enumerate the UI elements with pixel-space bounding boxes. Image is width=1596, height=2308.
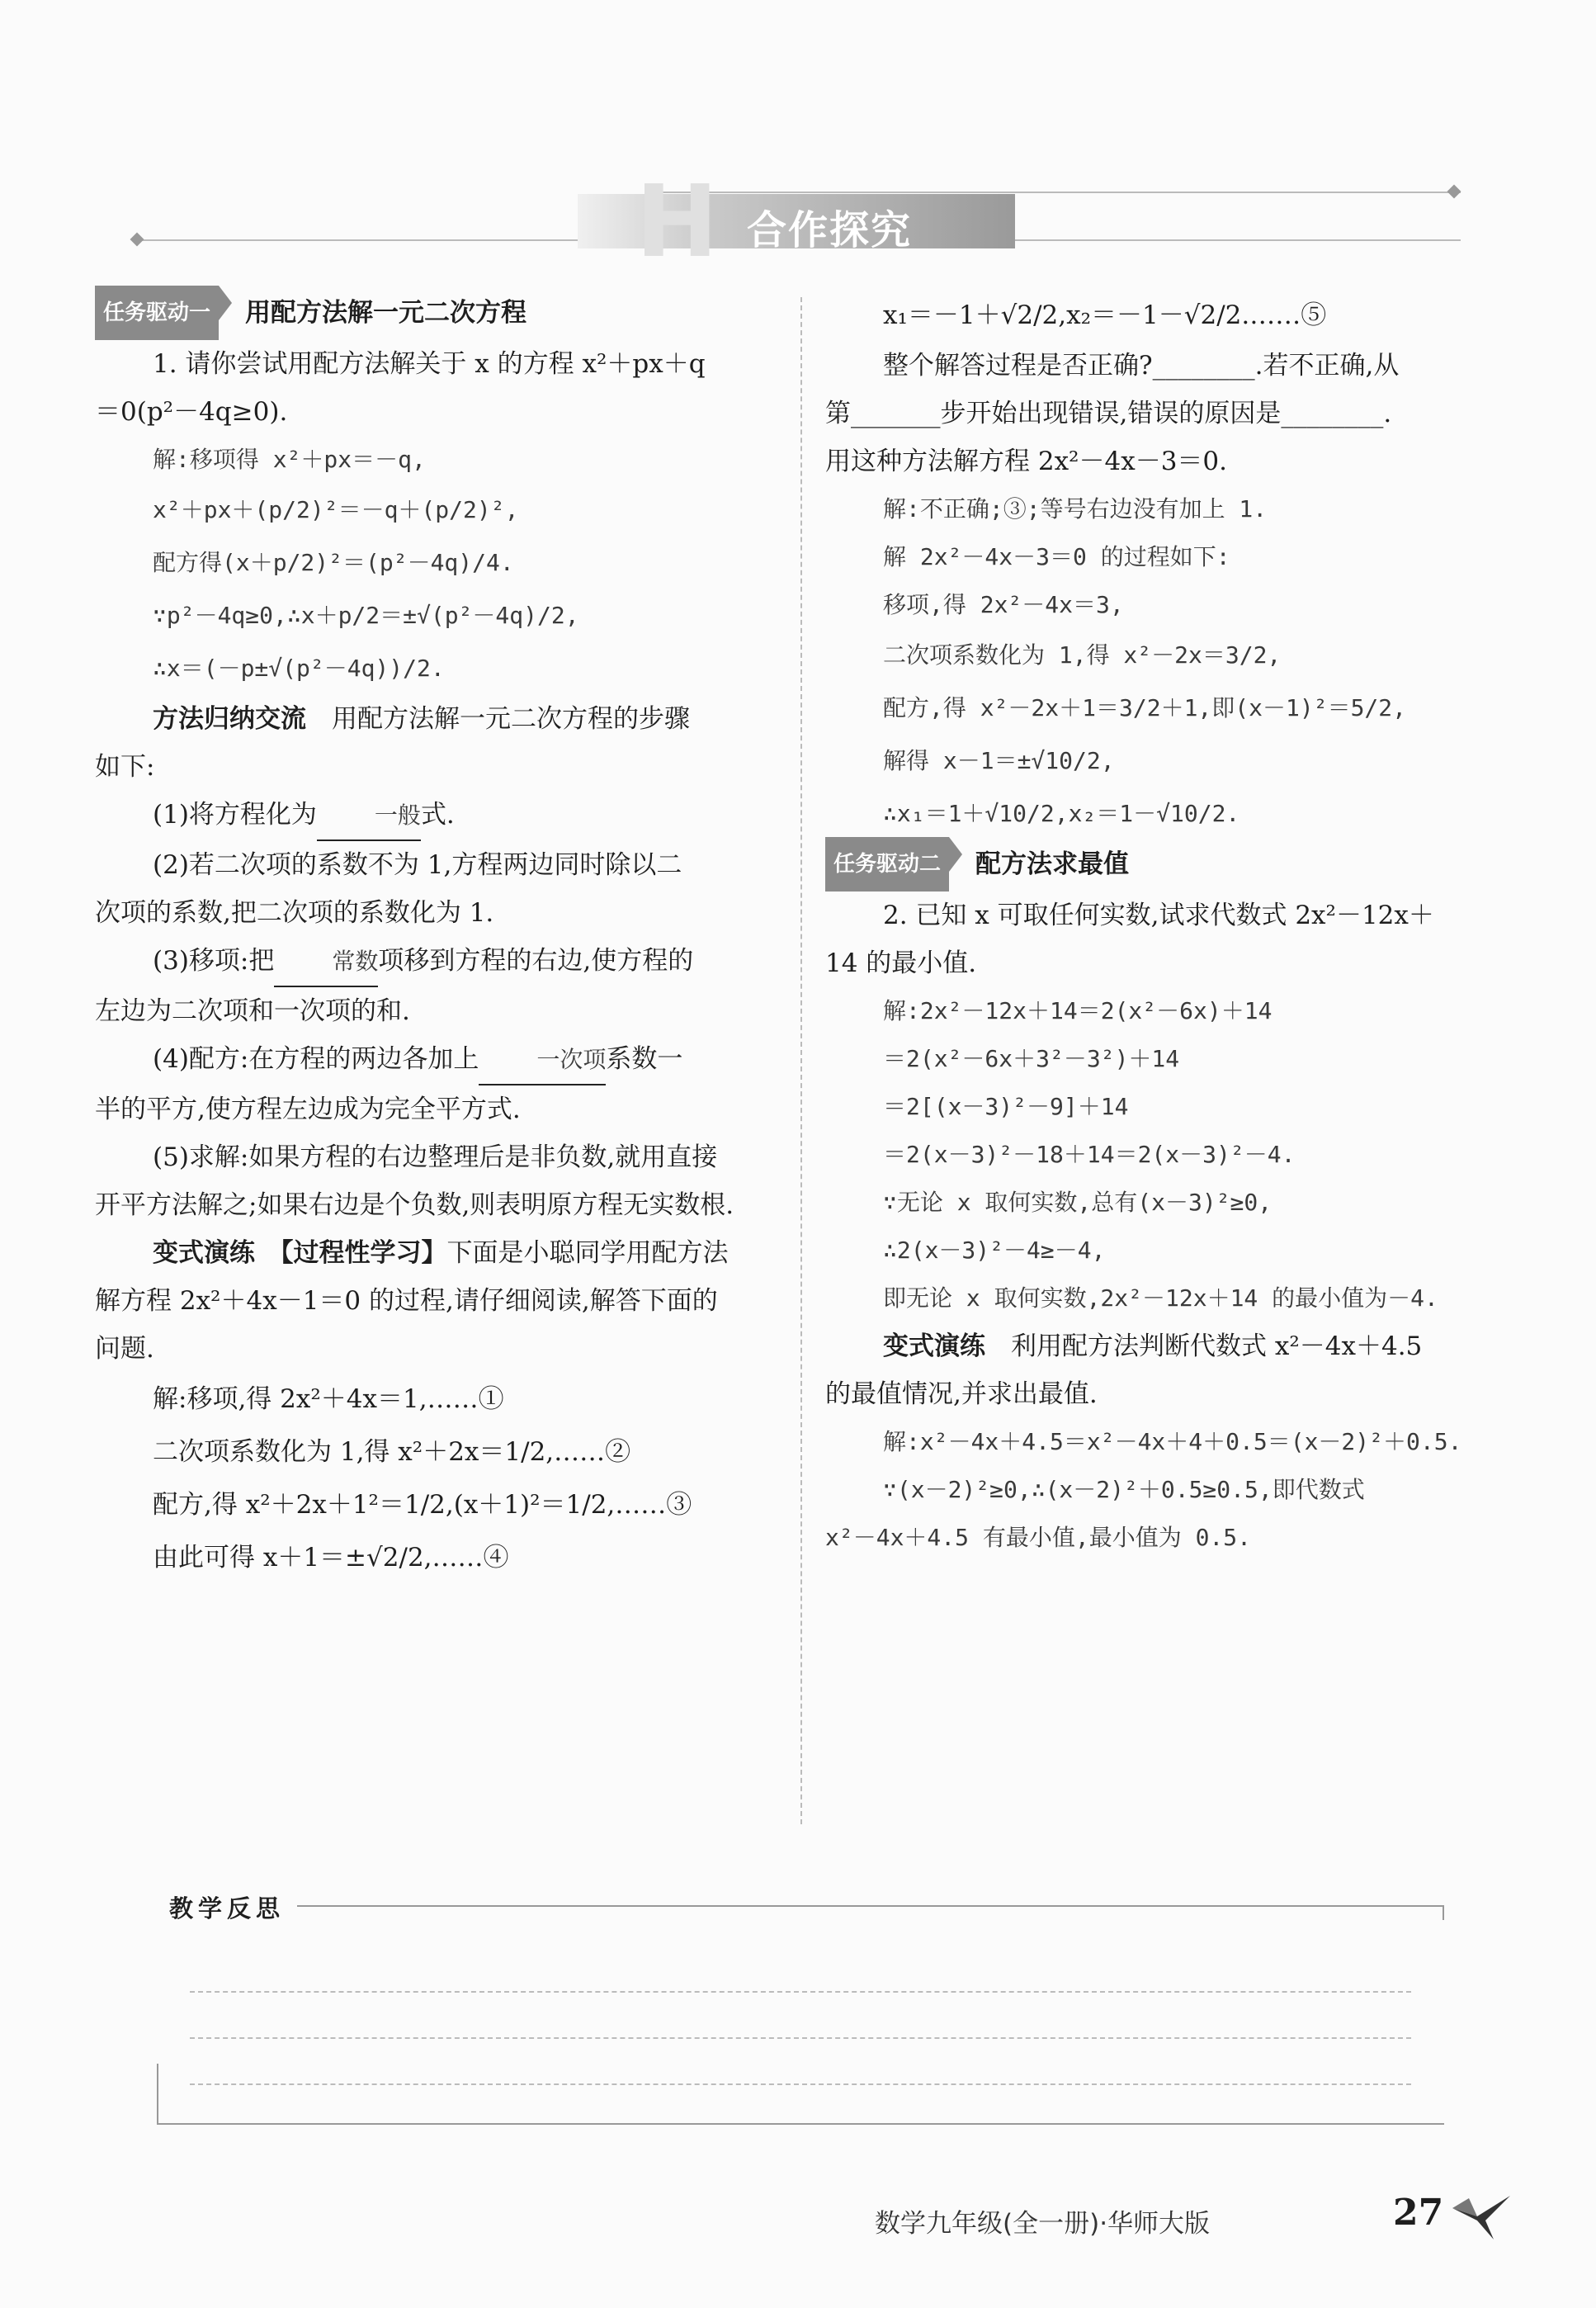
variant1-tag: 【过程性学习】: [281, 1238, 447, 1268]
variant2-text: 利用配方法判断代数式 x²－4x＋4.5: [1011, 1331, 1423, 1361]
solution2-line5: ∵无论 x 取何实数,总有(x－3)²≥0,: [883, 1189, 1273, 1216]
task2-heading: [825, 844, 1510, 885]
reflection-writing-line: [190, 1991, 1411, 1993]
step3: [95, 937, 780, 987]
xiaocong-step4: 由此可得 x＋1＝±√2/2,……④: [153, 1543, 509, 1573]
variant1-text: 下面是小聪同学用配方法: [446, 1238, 729, 1268]
paper-crane-icon: [1452, 2192, 1510, 2241]
method-summary: [95, 695, 780, 743]
xiaocong-step3: 配方,得 x²＋2x＋1²＝1/2,(x＋1)²＝1/2,……③: [153, 1490, 692, 1520]
step4: [95, 1035, 780, 1085]
step4-line2: 半的平方,使方程左边成为完全平方式.: [95, 1095, 521, 1124]
solution1-step4: ∵p²－4q≥0,∴x＋p/2＝±√(p²－4q)/2,: [153, 602, 579, 629]
solution2-line4: ＝2(x－3)²－18＋14＝2(x－3)²－4.: [883, 1141, 1296, 1168]
step1-pre: (1)将方程化为: [153, 800, 317, 830]
solution2-line6: ∴2(x－3)²－4≥－4,: [883, 1237, 1106, 1264]
problem1-line2: ＝0(p²－4q≥0).: [95, 397, 288, 427]
method-text: 用配方法解一元二次方程的步骤: [332, 704, 690, 734]
column-divider: [800, 297, 802, 1824]
reflection-border-left: [157, 2064, 158, 2123]
section-letter: H: [635, 165, 719, 280]
reflection-writing-line: [190, 2037, 1411, 2039]
problem1-line1: 1. 请你尝试用配方法解关于 x 的方程 x²＋px＋q: [153, 349, 706, 379]
reflection-border-bottom: [157, 2123, 1444, 2125]
solution1-step1: 解:移项得 x²＋px＝－q,: [153, 446, 426, 473]
question-line3: 用这种方法解方程 2x²－4x－3＝0.: [825, 447, 1227, 476]
step1-answer: 一般: [317, 792, 421, 841]
problem2-line1: 2. 已知 x 可取任何实数,试求代数式 2x²－12x＋: [883, 901, 1434, 930]
solution2-line1: 解:2x²－12x＋14＝2(x²－6x)＋14: [883, 997, 1273, 1024]
solution2-line3: ＝2[(x－3)²－9]＋14: [883, 1093, 1129, 1120]
variant2-line2: 的最值情况,并求出最值.: [825, 1379, 1098, 1409]
task1-heading: [95, 292, 780, 333]
variant2-label: 变式演练: [883, 1331, 985, 1361]
variant2-intro: [825, 1322, 1510, 1370]
left-column: [95, 289, 780, 1584]
step4-pre: (4)配方:在方程的两边各加上: [153, 1044, 479, 1074]
header-rule-top: [660, 192, 1461, 193]
xiaocong-step2: 二次项系数化为 1,得 x²＋2x＝1/2,……②: [153, 1437, 631, 1467]
answer4: 二次项系数化为 1,得 x²－2x＝3/2,: [883, 641, 1282, 669]
step5-line2: 开平方法解之;如果右边是个负数,则表明原方程无实数根.: [95, 1190, 734, 1220]
answer5: 配方,得 x²－2x＋1＝3/2＋1,即(x－1)²＝5/2,: [883, 694, 1407, 721]
solution1-step2: x²＋px＋(p/2)²＝－q＋(p/2)²,: [153, 496, 519, 523]
variant1-label: 变式演练: [153, 1238, 255, 1268]
solution1-step3: 配方得(x＋p/2)²＝(p²－4q)/4.: [153, 549, 514, 576]
step4-answer: 一次项: [479, 1036, 606, 1085]
question-line2: 第_______步开始出现错误,错误的原因是________.: [825, 399, 1392, 428]
answer7: ∴x₁＝1＋√10/2,x₂＝1－√10/2.: [883, 800, 1240, 827]
variant1-intro: [95, 1229, 780, 1277]
right-column: [825, 289, 1510, 1562]
task2-title: 配方法求最值: [975, 849, 1130, 879]
task1-badge: 任务驱动一: [95, 286, 219, 340]
task2-badge: 任务驱动二: [825, 837, 949, 892]
task1-title: 用配方法解一元二次方程: [245, 298, 527, 328]
variant1-line2: 解方程 2x²＋4x－1＝0 的过程,请仔细阅读,解答下面的: [95, 1286, 718, 1316]
variant2-solution1: 解:x²－4x＋4.5＝x²－4x＋4＋0.5＝(x－2)²＋0.5.: [883, 1428, 1462, 1455]
answer2: 解 2x²－4x－3＝0 的过程如下:: [883, 543, 1230, 570]
problem2-line2: 14 的最小值.: [825, 948, 977, 978]
question-line1: 整个解答过程是否正确?________.若不正确,从: [883, 351, 1400, 381]
reflection-border-top: [297, 1905, 1444, 1907]
solution2-line7: 即无论 x 取何实数,2x²－12x＋14 的最小值为－4.: [883, 1284, 1438, 1312]
method-label: 方法归纳交流: [153, 704, 306, 734]
solution1-step5: ∴x＝(－p±√(p²－4q))/2.: [153, 655, 445, 682]
variant2-solution3: x²－4x＋4.5 有最小值,最小值为 0.5.: [825, 1524, 1252, 1551]
page-number: 27: [1393, 2192, 1444, 2234]
book-title: 数学九年级(全一册)·华师大版: [875, 2209, 1211, 2239]
step5-line1: (5)求解:如果方程的右边整理后是非负数,就用直接: [153, 1142, 718, 1172]
answer6: 解得 x－1＝±√10/2,: [883, 747, 1115, 774]
step1: [95, 791, 780, 841]
step2-line2: 次项的系数,把二次项的系数化为 1.: [95, 898, 494, 928]
step1-post: 式.: [420, 800, 455, 830]
method-text-2: 如下:: [95, 752, 155, 782]
variant2-solution2: ∵(x－2)²≥0,∴(x－2)²＋0.5≥0.5,即代数式: [883, 1476, 1365, 1503]
step2-line1: (2)若二次项的系数不为 1,方程两边同时除以二: [153, 850, 682, 880]
answer3: 移项,得 2x²－4x＝3,: [883, 591, 1124, 618]
section-title: 合作探究: [747, 207, 913, 253]
reflection-writing-line: [190, 2083, 1411, 2085]
solution2-line2: ＝2(x²－6x＋3²－3²)＋14: [883, 1045, 1180, 1072]
diamond-icon: [1447, 185, 1461, 199]
step4-post: 系数一: [606, 1044, 683, 1074]
diamond-icon: [130, 233, 144, 247]
step3-line2: 左边为二次项和一次项的和.: [95, 996, 410, 1026]
xiaocong-step5: x₁＝－1＋√2/2,x₂＝－1－√2/2.……⑤: [883, 300, 1327, 330]
step3-pre: (3)移项:把: [153, 946, 275, 976]
xiaocong-step1: 解:移项,得 2x²＋4x＝1,……①: [153, 1384, 504, 1414]
step3-answer: 常数: [274, 938, 378, 987]
answer1: 解:不正确;③;等号右边没有加上 1.: [883, 495, 1268, 523]
step3-post: 项移到方程的右边,使方程的: [378, 946, 694, 976]
reflection-border-right: [1443, 1905, 1444, 1920]
variant1-line3: 问题.: [95, 1334, 154, 1364]
reflection-title: 教学反思: [169, 1894, 286, 1923]
